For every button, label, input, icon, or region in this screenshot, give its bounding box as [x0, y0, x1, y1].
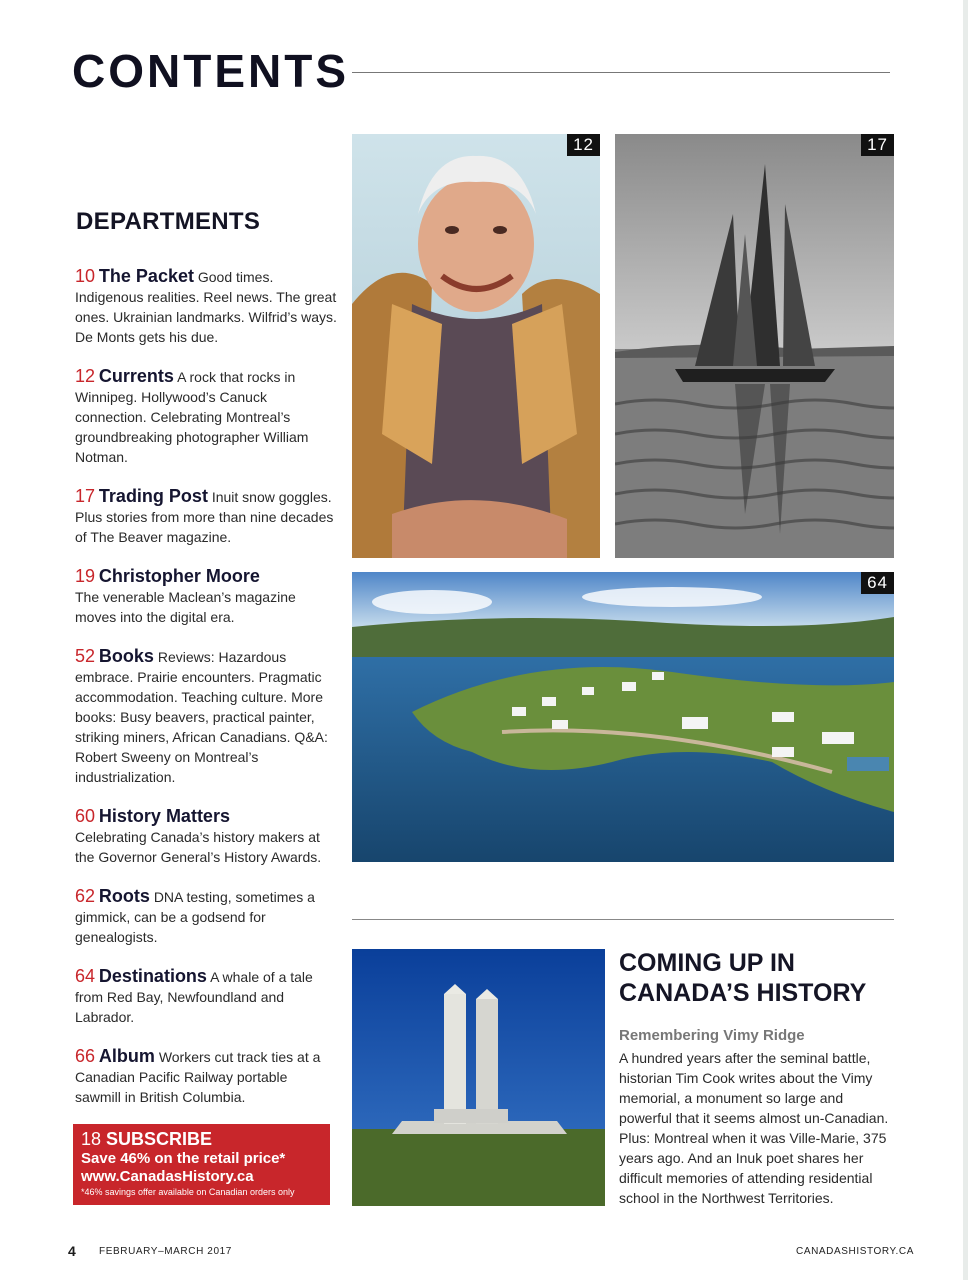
redbay-photo[interactable] — [352, 572, 894, 862]
dept-entry-books[interactable] — [75, 646, 337, 787]
page-badge-17: 17 — [861, 134, 894, 156]
entry-page-number: 10 — [75, 266, 96, 286]
dept-entry-destinations[interactable] — [75, 966, 337, 1027]
entry-description: Celebrating Canada’s history makers at the Governor General’s History Awards. — [75, 829, 322, 865]
entry-page-number: 60 — [75, 806, 96, 826]
entry-description: Good times. Indigenous realities. Reel news. The great ones. Ukrainian landmarks. Wilfrid’s ways. De Monts gets his due. — [75, 269, 337, 345]
dept-entry-packet[interactable] — [75, 266, 337, 347]
subscribe-title: SUBSCRIBE — [106, 1129, 213, 1149]
entry-description: DNA testing, sometimes a gimmick, can be a godsend for genealogists. — [75, 889, 315, 945]
dept-entry-trading-post[interactable] — [75, 486, 337, 547]
section-rule — [352, 919, 894, 920]
redbay-illustration — [352, 572, 894, 862]
coming-up-body: A hundred years after the seminal battle, historian Tim Cook writes about the Vimy memorial, a monument so large and powerful that it seems almost un-Canadian. Plus: Montreal when it was Ville-Marie, 375 years ago. And an Inuk poet shares her difficult memories of attending residential school in the Northwest Territories. — [619, 1050, 889, 1206]
entry-page-number: 66 — [75, 1046, 96, 1066]
entry-title: Trading Post — [98, 486, 208, 506]
coming-up-subhead: Remembering Vimy Ridge — [619, 1027, 805, 1044]
subscribe-url[interactable]: www.CanadasHistory.ca — [81, 1168, 254, 1185]
schooner-illustration — [615, 134, 894, 558]
entry-title: History Matters — [98, 806, 230, 826]
entry-page-number: 19 — [75, 566, 96, 586]
portrait-illustration — [352, 134, 600, 558]
departments-heading: DEPARTMENTS — [76, 208, 261, 235]
entry-title: Books — [98, 646, 154, 666]
dept-entry-album[interactable] — [75, 1046, 337, 1107]
subscribe-page-number: 18 — [81, 1129, 102, 1149]
schooner-photo[interactable] — [615, 134, 894, 558]
dept-entry-history-matters[interactable] — [75, 806, 337, 867]
subscribe-offer: Save 46% on the retail price* — [81, 1150, 286, 1167]
dept-entry-currents[interactable] — [75, 366, 337, 467]
entry-description: Reviews: Hazardous embrace. Prairie encounters. Pragmatic accommodation. Teaching culture. More books: Busy beavers, practical painter, striking miners, African Canadians. Q&A: Robert Sweeny on Montreal’s industrialization. — [75, 649, 328, 785]
entry-description: Workers cut track ties at a Canadian Pacific Railway portable sawmill in British Columbia. — [75, 1049, 321, 1105]
dept-entry-christopher-moore[interactable] — [75, 566, 337, 627]
entry-page-number: 12 — [75, 366, 96, 386]
entry-title: Currents — [98, 366, 174, 386]
subscribe-box[interactable] — [73, 1124, 330, 1205]
departments-list — [75, 266, 337, 1126]
page-number: 4 — [68, 1243, 76, 1259]
vimy-illustration — [352, 949, 605, 1206]
entry-page-number: 52 — [75, 646, 96, 666]
dept-entry-roots[interactable] — [75, 886, 337, 947]
entry-title: The Packet — [98, 266, 194, 286]
entry-page-number: 64 — [75, 966, 96, 986]
issue-date: FEBRUARY–MARCH 2017 — [99, 1246, 232, 1257]
page-badge-64: 64 — [861, 572, 894, 594]
entry-title: Album — [98, 1046, 155, 1066]
page-edge — [963, 0, 968, 1280]
page-title: CONTENTS — [72, 45, 349, 97]
entry-page-number: 17 — [75, 486, 96, 506]
entry-description: A rock that rocks in Winnipeg. Hollywood’s Canuck connection. Celebrating Montreal’s groundbreaking photographer William Notman. — [75, 369, 309, 465]
entry-page-number: 62 — [75, 886, 96, 906]
subscribe-note: *46% savings offer available on Canadian orders only — [81, 1187, 295, 1197]
coming-up-title: COMING UP IN CANADA’S HISTORY — [619, 949, 867, 1007]
entry-description: A whale of a tale from Red Bay, Newfoundland and Labrador. — [75, 969, 313, 1025]
entry-title: Roots — [98, 886, 150, 906]
portrait-photo[interactable] — [352, 134, 600, 558]
page-badge-12: 12 — [567, 134, 600, 156]
title-rule — [352, 72, 890, 73]
entry-title: Christopher Moore — [98, 566, 260, 586]
entry-description: The venerable Maclean’s magazine moves into the digital era. — [75, 589, 296, 625]
site-url[interactable]: CANADASHISTORY.CA — [796, 1246, 915, 1257]
vimy-photo[interactable] — [352, 949, 605, 1206]
entry-title: Destinations — [98, 966, 207, 986]
entry-description: Inuit snow goggles. Plus stories from more than nine decades of The Beaver magazine. — [75, 489, 334, 545]
